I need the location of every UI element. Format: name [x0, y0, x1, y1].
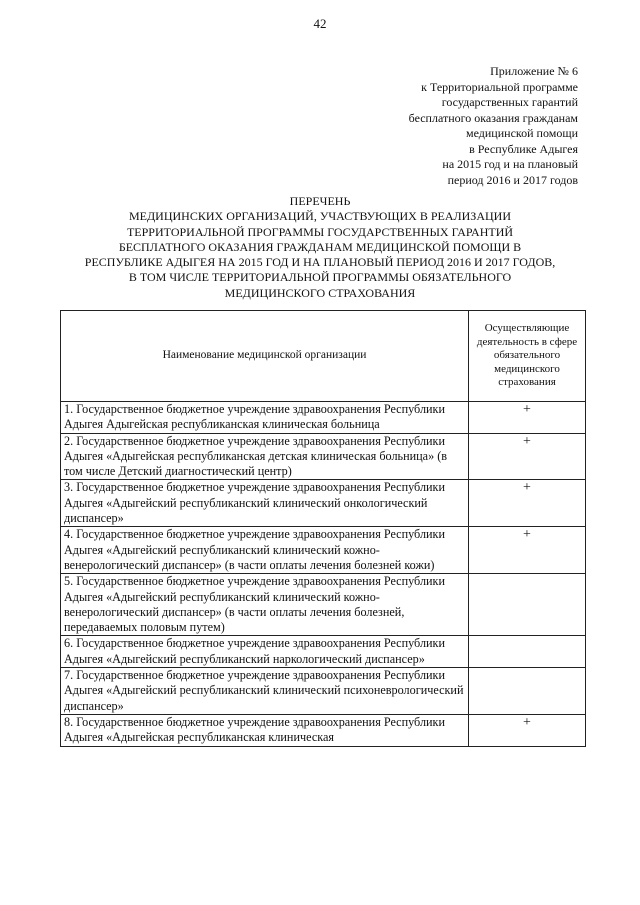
table-row: [61, 527, 586, 574]
page-number: 42: [313, 16, 327, 31]
appendix-line: Приложение № 6: [490, 64, 578, 78]
oms-mark: [469, 636, 586, 668]
oms-mark: +: [469, 480, 586, 527]
header-organization-name: Наименование медицинской организации: [61, 311, 469, 402]
title-line: РЕСПУБЛИКЕ АДЫГЕЯ НА 2015 ГОД И НА ПЛАНОВЫЙ ПЕРИОД 2016 И 2017 ГОДОВ,: [84, 255, 556, 270]
organization-name: 4. Государственное бюджетное учреждение здравоохранения Республики Адыгея «Адыгейский республиканский клинический кожно-венерологический диспансер» (в части оплаты лечения болезней кожи): [61, 527, 469, 574]
oms-mark: [469, 668, 586, 715]
table-row: [61, 480, 586, 527]
organization-name: 6. Государственное бюджетное учреждение здравоохранения Республики Адыгея «Адыгейский республиканский наркологический диспансер»: [61, 636, 469, 668]
table-row: [61, 574, 586, 636]
title-line: МЕДИЦИНСКОГО СТРАХОВАНИЯ: [224, 285, 416, 300]
organization-name: 1. Государственное бюджетное учреждение здравоохранения Республики Адыгея Адыгейская республиканская клиническая больница: [61, 402, 469, 434]
oms-mark: +: [469, 402, 586, 434]
organization-name: 8. Государственное бюджетное учреждение здравоохранения Республики Адыгея «Адыгейская республиканская клиническая: [61, 714, 469, 746]
appendix-line: на 2015 год и на плановый: [442, 157, 578, 171]
oms-mark: +: [469, 714, 586, 746]
appendix-block: [338, 64, 578, 188]
appendix-line: период 2016 и 2017 годов: [447, 172, 578, 187]
table-row: [61, 714, 586, 746]
title-line: БЕСПЛАТНОГО ОКАЗАНИЯ ГРАЖДАНАМ МЕДИЦИНСКОЙ ПОМОЩИ В: [118, 239, 522, 254]
appendix-line: в Республике Адыгея: [469, 141, 578, 156]
appendix-line: к Территориальной программе: [421, 79, 578, 94]
organization-name: 7. Государственное бюджетное учреждение здравоохранения Республики Адыгея «Адыгейский республиканский клинический психоневрологический диспансер»: [61, 668, 469, 715]
table-row: [61, 668, 586, 715]
table-header-row: [61, 311, 586, 402]
oms-mark: +: [469, 527, 586, 574]
table-row: [61, 636, 586, 668]
appendix-line: бесплатного оказания гражданам: [408, 110, 578, 125]
table-row: [61, 402, 586, 434]
title-line: МЕДИЦИНСКИХ ОРГАНИЗАЦИЙ, УЧАСТВУЮЩИХ В РЕАЛИЗАЦИИ: [129, 209, 511, 224]
organization-name: 5. Государственное бюджетное учреждение здравоохранения Республики Адыгея «Адыгейский республиканский клинический кожно-венерологический диспансер» (в части оплаты лечения болезней, передаваемых половым путем): [61, 574, 469, 636]
title-line: В ТОМ ЧИСЛЕ ТЕРРИТОРИАЛЬНОЙ ПРОГРАММЫ ОБЯЗАТЕЛЬНОГО: [128, 270, 512, 285]
appendix-line: государственных гарантий: [441, 95, 578, 109]
organization-name: 3. Государственное бюджетное учреждение здравоохранения Республики Адыгея «Адыгейский республиканский клинический онкологический диспансер»: [61, 480, 469, 527]
appendix-line: медицинской помощи: [466, 126, 578, 140]
header-oms-participation: Осуществляющие деятельность в сфере обязательного медицинского страхования: [469, 311, 586, 402]
title-line: ТЕРРИТОРИАЛЬНОЙ ПРОГРАММЫ ГОСУДАРСТВЕННЫХ ГАРАНТИЙ: [126, 224, 514, 239]
table-row: [61, 433, 586, 480]
oms-mark: [469, 574, 586, 636]
oms-mark: +: [469, 433, 586, 480]
title-line: ПЕРЕЧЕНЬ: [289, 194, 351, 208]
organizations-table: [60, 310, 586, 747]
document-title: [60, 194, 580, 301]
organization-name: 2. Государственное бюджетное учреждение здравоохранения Республики Адыгея «Адыгейская республиканская детская клиническая больница» (в том числе Детский диагностический центр): [61, 433, 469, 480]
